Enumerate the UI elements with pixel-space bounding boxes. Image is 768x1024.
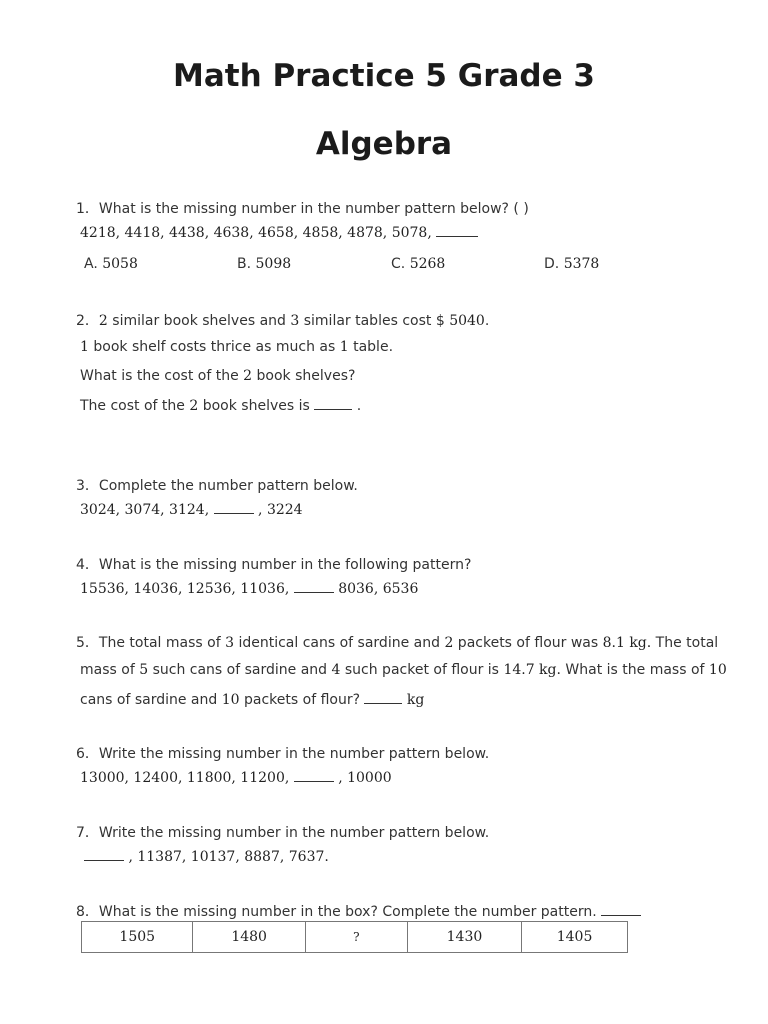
option-c[interactable] [391,256,445,272]
text: identical cans of sardine and [234,635,445,651]
question-2 [76,310,489,330]
question-7-pattern [84,848,329,865]
text-number: 1 [80,339,89,355]
question-8-number: 8． [76,904,99,920]
text: book shelf costs thrice as much as [88,339,340,355]
question-3-pattern [80,501,303,518]
text-number: 2 [444,635,454,651]
table-row [82,922,628,953]
question-7-number: 7． [76,825,99,841]
page-title: Math Practice 5 Grade 3 [173,58,595,94]
question-5-line-2 [80,662,727,678]
text-number: 10 [708,662,727,678]
answer-blank[interactable] [214,501,254,514]
question-3-text: Complete the number pattern below. [98,478,358,494]
text-number: 3 [290,313,300,329]
number-pattern-table [81,921,628,953]
question-2-number: 2． [76,313,99,329]
option-d-value: 5378 [563,256,600,272]
option-b-letter: B. [237,256,252,272]
question-1-text: What is the missing number in the number pattern below? ( ) [98,201,529,217]
question-6-sequence-start: 13000, 12400, 11800, 11200, [80,770,290,786]
option-a[interactable] [84,256,138,272]
question-1 [76,198,529,218]
question-4-sequence-start: 15536, 14036, 12536, 11036, [80,581,290,597]
question-8 [76,901,641,921]
question-3 [76,475,358,495]
answer-blank[interactable] [294,769,334,782]
text: book shelves? [252,368,356,384]
text-unit: kg [402,692,425,708]
question-4-text: What is the missing number in the following pattern? [98,557,472,573]
text: . [484,313,490,329]
text-number: 2 [98,313,108,329]
missing-number-cell[interactable]: ? [305,922,407,953]
answer-blank[interactable] [601,903,641,916]
text-number: 10 [221,692,240,708]
question-6-pattern [80,769,392,786]
text: The cost of the [80,398,190,414]
option-a-letter: A. [84,256,98,272]
answer-blank[interactable] [436,224,478,237]
question-3-sequence-start: 3024, 3074, 3124, [80,502,210,518]
text-number: 14.7 kg. [503,662,561,678]
question-2-line-4 [80,397,361,414]
text: similar book shelves and [107,313,291,329]
question-6-text: Write the missing number in the number pattern below. [98,746,490,762]
text: . [352,398,362,414]
answer-blank[interactable] [314,397,352,410]
text-number: 1 [339,339,349,355]
question-8-text: What is the missing number in the box? Complete the number pattern. [98,904,597,920]
text: mass of [80,662,140,678]
option-b-value: 5098 [255,256,292,272]
text: The total [651,635,719,651]
text: What is the cost of the [80,368,244,384]
text-number: 5 [139,662,149,678]
text: book shelves is [198,398,315,414]
question-4-number: 4． [76,557,99,573]
text-number: 2 [189,398,199,414]
option-b[interactable] [237,256,291,272]
text-number: 8.1 kg. [602,635,652,651]
text-number: 5040 [449,313,485,329]
option-d[interactable] [544,256,599,272]
option-c-value: 5268 [409,256,446,272]
question-3-sequence-end: , 3224 [253,502,303,518]
table-cell: 1480 [193,922,305,953]
question-1-sequence: 4218, 4418, 4438, 4638, 4658, 4858, 4878, 5078, [80,225,432,241]
question-7-text: Write the missing number in the number pattern below. [98,825,490,841]
page-subtitle: Algebra [315,126,453,162]
question-1-number: 1． [76,201,99,217]
question-6-sequence-end: , 10000 [333,770,392,786]
option-d-letter: D. [544,256,560,272]
text: packets of flour was [453,635,603,651]
question-4-pattern [80,580,418,597]
question-2-line-3 [80,368,355,384]
option-a-value: 5058 [102,256,138,272]
text: cans of sardine and [80,692,222,708]
text: such packet of flour is [340,662,504,678]
answer-blank[interactable] [294,580,334,593]
table-cell: 1405 [522,922,628,953]
answer-blank[interactable] [84,848,124,861]
text: packets of flour? [239,692,365,708]
question-4-sequence-end: 8036, 6536 [333,581,419,597]
text: table. [348,339,394,355]
text: The total mass of [98,635,226,651]
text: such cans of sardine and [148,662,332,678]
question-7 [76,822,489,842]
question-6 [76,743,489,763]
text: similar tables cost $ [299,313,450,329]
answer-blank[interactable] [364,691,402,704]
question-6-number: 6． [76,746,99,762]
table-cell: 1430 [407,922,521,953]
table-cell: 1505 [82,922,193,953]
question-4 [76,554,471,574]
question-2-line-2 [80,339,393,355]
question-5 [76,632,718,652]
question-5-number: 5． [76,635,99,651]
question-1-pattern [80,224,478,241]
question-3-number: 3． [76,478,99,494]
question-7-sequence: , 11387, 10137, 8887, 7637. [124,849,329,865]
option-c-letter: C. [391,256,406,272]
text-number: 4 [331,662,341,678]
question-5-line-3 [80,691,424,708]
text-number: 3 [225,635,234,651]
text: What is the mass of [560,662,709,678]
text-number: 2 [243,368,253,384]
